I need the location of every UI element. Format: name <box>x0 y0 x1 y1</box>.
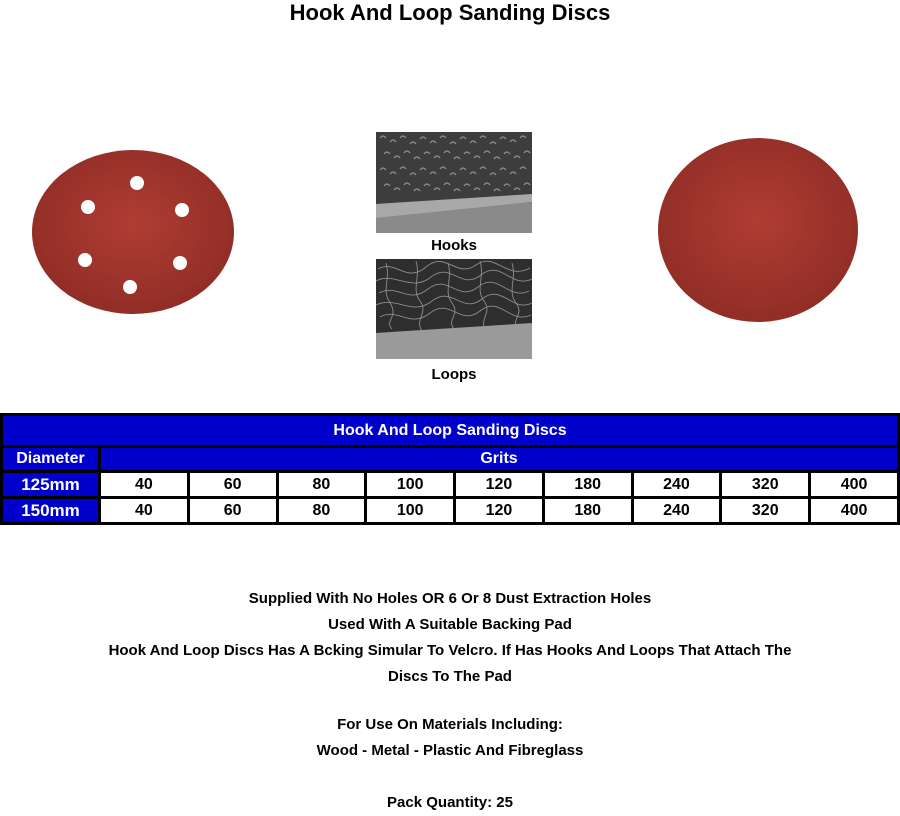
table-row <box>2 498 899 524</box>
table-title-row <box>2 415 899 447</box>
hooks-closeup-image <box>376 132 532 233</box>
grit-cell: 100 <box>366 498 455 524</box>
description-line: Hook And Loop Discs Has A Bcking Simular To Velcro. If Has Hooks And Loops That Attach The <box>108 642 792 659</box>
table-header-row <box>2 447 899 472</box>
sanding-disc-with-holes-image <box>32 150 235 315</box>
grit-cell: 240 <box>632 498 721 524</box>
description-line: Discs To The Pad <box>388 668 512 685</box>
table-row <box>2 472 899 498</box>
grit-cell: 80 <box>277 498 366 524</box>
description-line: Used With A Suitable Backing Pad <box>328 616 572 633</box>
diameter-cell: 125mm <box>2 472 100 498</box>
diameter-cell: 150mm <box>2 498 100 524</box>
loops-caption: Loops <box>431 366 477 383</box>
table-title: Hook And Loop Sanding Discs <box>2 415 899 447</box>
grit-cell: 240 <box>632 472 721 498</box>
grit-cell: 120 <box>455 472 544 498</box>
grit-cell: 40 <box>100 472 189 498</box>
grit-cell: 40 <box>100 498 189 524</box>
grit-cell: 100 <box>366 472 455 498</box>
loops-closeup-image <box>376 259 532 359</box>
grit-cell: 180 <box>543 498 632 524</box>
page-title: Hook And Loop Sanding Discs <box>289 0 611 25</box>
grit-cell: 60 <box>188 472 277 498</box>
grit-cell: 180 <box>543 472 632 498</box>
description-line: Supplied With No Holes OR 6 Or 8 Dust Extraction Holes <box>248 590 652 607</box>
sanding-disc-no-holes-image <box>658 138 858 323</box>
hooks-caption: Hooks <box>431 237 477 254</box>
grit-cell: 400 <box>810 472 899 498</box>
grit-cell: 320 <box>721 472 810 498</box>
grit-cell: 400 <box>810 498 899 524</box>
materials-list: Wood - Metal - Plastic And Fibreglass <box>316 742 584 759</box>
materials-heading: For Use On Materials Including: <box>337 716 563 733</box>
grit-cell: 60 <box>188 498 277 524</box>
grit-cell: 80 <box>277 472 366 498</box>
grits-header: Grits <box>100 447 899 472</box>
grit-cell: 120 <box>455 498 544 524</box>
grits-table <box>0 413 900 525</box>
pack-quantity-text: Pack Quantity: 25 <box>387 794 513 811</box>
product-description <box>0 586 900 690</box>
pack-quantity <box>0 790 900 816</box>
grit-cell: 320 <box>721 498 810 524</box>
materials-section <box>0 712 900 764</box>
diameter-header: Diameter <box>2 447 100 472</box>
